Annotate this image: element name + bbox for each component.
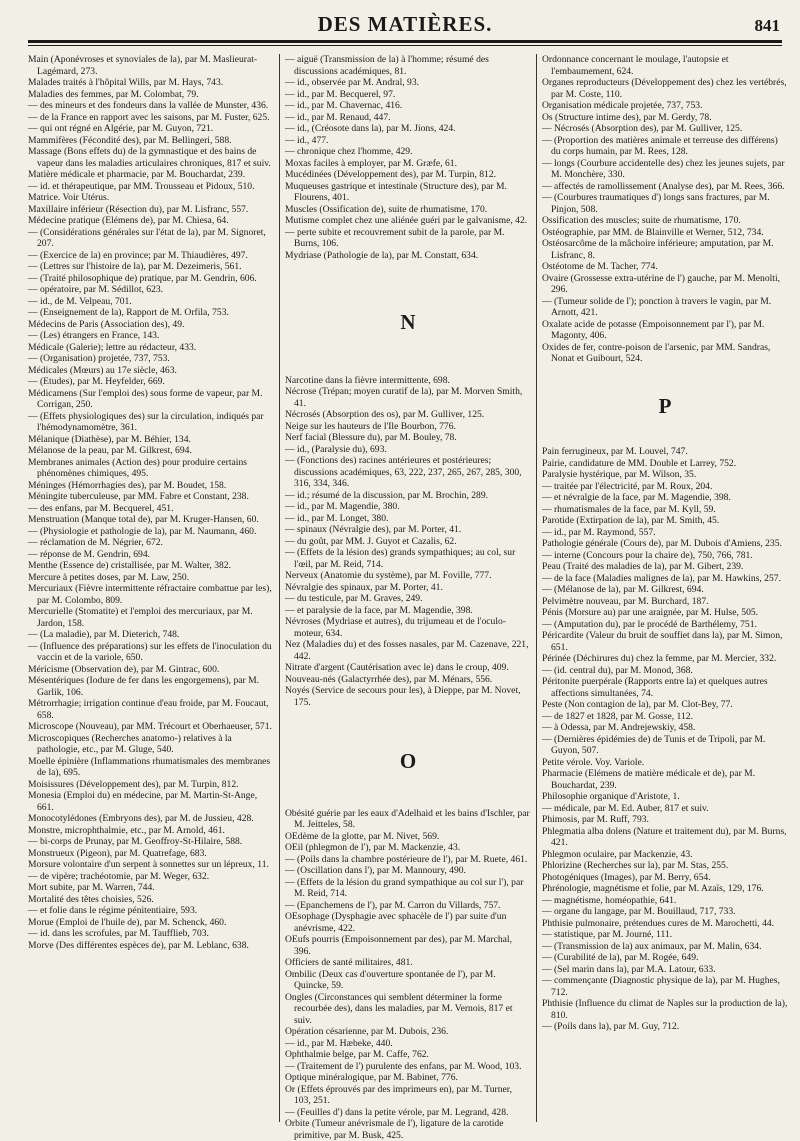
index-entry: — affectés de ramollissement (Analyse des), par M. Rees, 366.: [542, 181, 788, 193]
index-entry: — (Effets de la lésion du grand sympathique au col sur l'), par M. Reid, 714.: [285, 877, 531, 900]
index-entry: Organisation médicale projetée, 737, 753.: [542, 100, 788, 112]
index-entry: — du goût, par MM. J. Guyot et Cazalis, 62.: [285, 536, 531, 548]
column-separator: [536, 54, 537, 1122]
index-entry: Ostéographie, par MM. de Blainville et Werner, 512, 734.: [542, 227, 788, 239]
index-entry: Photogéniques (Images), par M. Berry, 654.: [542, 872, 788, 884]
index-entry: — magnétisme, homéopathie, 641.: [542, 895, 788, 907]
index-entry: Névralgie des spinaux, par M. Porter, 41.: [285, 582, 531, 594]
index-entry: — id., par M. Hæbeke, 440.: [285, 1038, 531, 1050]
index-entry: Massage (Bons effets du) de la gymnastique et des bains de vapeur dans les maladies articulaires chroniques, 817 et suiv.: [28, 146, 274, 169]
index-entry: Opération césarienne, par M. Dubois, 236.: [285, 1026, 531, 1038]
page-title: DES MATIÈRES.: [28, 12, 782, 37]
index-entry: Mucédinées (Développement des), par M. Turpin, 812.: [285, 169, 531, 181]
index-entry: — (La maladie), par M. Dieterich, 748.: [28, 629, 274, 641]
index-entry: Morve (Des différentes espèces de), par M. Leblanc, 638.: [28, 940, 274, 952]
index-entry: Mélanose de la peau, par M. Gilkrest, 694.: [28, 445, 274, 457]
index-entry: Monstrueux (Pigeon), par M. Quatrefage, 683.: [28, 848, 274, 860]
index-entry: Phlegmon oculaire, par Mackenzie, 43.: [542, 849, 788, 861]
index-entry: — et névralgie de la face, par M. Magendie, 398.: [542, 492, 788, 504]
index-entry: Microscopiques (Recherches anatomo-) relatives à la pathologie, etc., par M. Gluge, 540.: [28, 733, 274, 756]
index-entry: Moelle épinière (Inflammations rhumatismales des membranes de la), 695.: [28, 756, 274, 779]
index-entry: — rhumatismales de la face, par M. Kyll, 59.: [542, 504, 788, 516]
index-entry: Phthisie pulmonaire, prétendues cures de M. Marochetti, 44.: [542, 918, 788, 930]
index-entry: Péricardite (Valeur du bruit de souffiet dans la), par M. Simon, 651.: [542, 630, 788, 653]
index-entry: Ostéosarcôme de la mâchoire inférieure; amputation, par M. Lisfranc, 8.: [542, 238, 788, 261]
index-entry: — (Etudes), par M. Heyfelder, 669.: [28, 376, 274, 388]
index-entry: Métrorrhagie; irrigation continue d'eau froide, par M. Foucaut, 658.: [28, 698, 274, 721]
index-entry: — qui ont régné en Algérie, par M. Guyon, 721.: [28, 123, 274, 135]
index-entry: — (Proportion des matières animale et terreuse des différens) du corps humain, par M. Rees, 128.: [542, 135, 788, 158]
index-entry: Mort subite, par M. Warren, 744.: [28, 882, 274, 894]
index-entry: Peau (Traité des maladies de la), par M. Gibert, 239.: [542, 561, 788, 573]
index-entry: — (Effets physiologiques des) sur la circulation, indiqués par l'hémodynamomètre, 361.: [28, 411, 274, 434]
index-entry: — (Exercice de la) en province; par M. Thiaudières, 497.: [28, 250, 274, 262]
index-entry: OEdème de la glotte, par M. Nivet, 569.: [285, 831, 531, 843]
index-entry: Moxas faciles à employer, par M. Græfe, 61.: [285, 158, 531, 170]
index-entry: Membranes animales (Action des) pour produire certains phénomènes chimiques, 495.: [28, 457, 274, 480]
index-entry: Méricisme (Observation de), par M. Gintrac, 600.: [28, 664, 274, 676]
index-entry: — du testicule, par M. Graves, 249.: [285, 593, 531, 605]
index-entry: Mélanique (Diathèse), par M. Béhier, 134.: [28, 434, 274, 446]
index-entry: — id. et thérapeutique, par MM. Trousseau et Pidoux, 510.: [28, 181, 274, 193]
index-entry: — bi-corps de Prunay, par M. Geoffroy-St-Hilaire, 588.: [28, 836, 274, 848]
index-entry: — chronique chez l'homme, 429.: [285, 146, 531, 158]
index-entry: OEil (phlegmon de l'), par M. Mackenzie, 43.: [285, 842, 531, 854]
index-entry: — traitée par l'électricité, par M. Roux, 204.: [542, 481, 788, 493]
index-entry: Mercurielle (Stomatite) et l'emploi des mercuriaux, par M. Jardon, 158.: [28, 606, 274, 629]
index-entry: Officiers de santé militaires, 481.: [285, 957, 531, 969]
index-entry: Mutisme complet chez une aliénée guéri par le galvanisme, 42.: [285, 215, 531, 227]
index-entry: Mammifères (Fécondité des), par M. Bellingeri, 588.: [28, 135, 274, 147]
index-entry: Phlegmatia alba dolens (Nature et traitement du), par M. Burns, 421.: [542, 826, 788, 849]
index-entry: — (Dernières épidémies de) de Tunis et de Tripoli, par M. Guyon, 507.: [542, 734, 788, 757]
index-entry: Os (Structure intime des), par M. Gerdy, 78.: [542, 112, 788, 124]
entries-p: [542, 446, 788, 1033]
entries-o-part1: [285, 808, 531, 1141]
index-entry: Méninges (Hémorrhagies des), par M. Boudet, 158.: [28, 480, 274, 492]
index-entry: Névroses (Mydriase et autres), du trijumeau et de l'oculo-moteur, 634.: [285, 616, 531, 639]
index-entry: — (Physiologie et pathologie de la), par M. Naumann, 460.: [28, 526, 274, 538]
index-entry: Monstre, microphthalmie, etc., par M. Arnold, 461.: [28, 825, 274, 837]
index-entry: — réclamation de M. Négrier, 672.: [28, 537, 274, 549]
index-entry: — de vipère; trachéotomie, par M. Weger, 632.: [28, 871, 274, 883]
index-entry: Microscope (Nouveau), par MM. Trécourt et Oberhaeuser, 571.: [28, 721, 274, 733]
index-entry: Ophthalmie belge, par M. Caffe, 762.: [285, 1049, 531, 1061]
index-entry: — id., par M. Raymond, 557.: [542, 527, 788, 539]
index-entry: Péritonite puerpérale (Rapports entre la) et quelques autres affections simultanées, 74.: [542, 676, 788, 699]
index-entry: — id., par M. Longet, 380.: [285, 513, 531, 525]
entries-o-part2: [542, 54, 788, 365]
index-entry: — (Sel marin dans la), par M.A. Latour, 633.: [542, 964, 788, 976]
index-entry: Morue (Emploi de l'huile de), par M. Schenck, 460.: [28, 917, 274, 929]
page-number: 841: [755, 16, 781, 36]
index-entry: — (id. central du), par M. Monod, 368.: [542, 665, 788, 677]
index-entry: — commençante (Diagnostic physique de la), par M. Hughes, 712.: [542, 975, 788, 998]
index-entry: Matière médicale et pharmacie, par M. Bouchardat, 239.: [28, 169, 274, 181]
index-entry: Nouveau-nés (Galactyrrhée des), par M. Ménars, 556.: [285, 674, 531, 686]
index-entry: — (Epanchemens de l'), par M. Carron du Villards, 757.: [285, 900, 531, 912]
index-entry: — (Lettres sur l'histoire de la), par M. Dezeimeris, 561.: [28, 261, 274, 273]
column-1: [28, 54, 274, 1124]
index-entry: Pénis (Morsure au) par une araignée, par M. Hulse, 505.: [542, 607, 788, 619]
index-entry: — interne (Concours pour la chaire de), 750, 766, 781.: [542, 550, 788, 562]
index-entry: OEufs pourris (Empoisonnement par des), par M. Marchal, 396.: [285, 934, 531, 957]
index-entry: Menthe (Essence de) cristallisée, par M. Walter, 382.: [28, 560, 274, 572]
index-entry: Philosophie organique d'Aristote, 1.: [542, 791, 788, 803]
index-entry: — réponse de M. Gendrin, 694.: [28, 549, 274, 561]
index-entry: — id., par M. Chavernac, 416.: [285, 100, 531, 112]
index-entry: — (Traitement de l') purulente des enfans, par M. Wood, 103.: [285, 1061, 531, 1073]
index-entry: Pain ferrugineux, par M. Louvel, 747.: [542, 446, 788, 458]
section-letter-n: N: [285, 317, 531, 329]
index-entry: Ombilic (Deux cas d'ouverture spontanée de l'), par M. Quincke, 59.: [285, 969, 531, 992]
index-entry: — id., (Créosote dans la), par M. Jions, 424.: [285, 123, 531, 135]
index-entry: Nécrose (Trépan; moyen curatif de la), par M. Morven Smith, 41.: [285, 386, 531, 409]
index-entry: Phimosis, par M. Ruff, 793.: [542, 814, 788, 826]
index-entry: Médecine pratique (Elémens de), par M. Chiesa, 64.: [28, 215, 274, 227]
index-entry: Optique minéralogique, par M. Babinet, 776.: [285, 1072, 531, 1084]
index-entry: — perte subite et recouvrement subit de la parole, par M. Burns, 106.: [285, 227, 531, 250]
index-entry: — (Transmission de la) aux animaux, par M. Malin, 634.: [542, 941, 788, 953]
index-entry: — et paralysie de la face, par M. Magendie, 398.: [285, 605, 531, 617]
index-entry: Ovaire (Grossesse extra-utérine de l') gauche, par M. Menolti, 296.: [542, 273, 788, 296]
index-entry: — longs (Courbure accidentelle des) chez les jeunes sujets, par M. Monchère, 330.: [542, 158, 788, 181]
index-entry: — id., par M. Becquerel, 97.: [285, 89, 531, 101]
index-entry: Monocotylédones (Embryons des), par M. de Jussieu, 428.: [28, 813, 274, 825]
index-entry: — à Odessa, par M. Andrejewskiy, 458.: [542, 722, 788, 734]
index-entry: Nitrate d'argent (Cautérisation avec le) dans le croup, 409.: [285, 662, 531, 674]
index-entry: — id. dans les scrofules, par M. Taufflieb, 703.: [28, 928, 274, 940]
index-entry: — (Les) étrangers en France, 143.: [28, 330, 274, 342]
index-entry: Périnée (Déchirures du) chez la femme, par M. Mercier, 332.: [542, 653, 788, 665]
index-entry: — (Mélanose de la), par M. Gilkrest, 694.: [542, 584, 788, 596]
entries-m-part2: [285, 54, 531, 261]
index-entry: — de la face (Maladies malignes de la), par M. Hawkins, 257.: [542, 573, 788, 585]
index-entry: — (Effets de la lésion des) grands sympathiques; au col, sur l'œil, par M. Reid, 714.: [285, 547, 531, 570]
index-entry: Narcotine dans la fièvre intermittente, 698.: [285, 375, 531, 387]
index-entry: — (Tumeur solide de l'); ponction à travers le vagin, par M. Arnott, 421.: [542, 296, 788, 319]
index-entry: Moisissures (Développement des), par M. Turpin, 812.: [28, 779, 274, 791]
index-entry: Maxillaire inférieur (Résection du), par M. Lisfranc, 557.: [28, 204, 274, 216]
index-entry: Ossification des muscles; suite de rhumatisme, 170.: [542, 215, 788, 227]
index-entry: Oxalate acide de potasse (Empoisonnement par l'), par M. Magonty, 406.: [542, 319, 788, 342]
index-entry: Pelvimètre nouveau, par M. Burchard, 187.: [542, 596, 788, 608]
index-entry: — (Influence des préparations) sur les effets de l'inoculation du vaccin et de la variole, 650.: [28, 641, 274, 664]
index-entry: — (Feuilles d') dans la petite vérole, par M. Legrand, 428.: [285, 1107, 531, 1119]
index-entry: — spinaux (Névralgie des), par M. Porter, 41.: [285, 524, 531, 536]
index-entry: — id.; résumé de la discussion, par M. Brochin, 289.: [285, 490, 531, 502]
index-entry: — de la France en rapport avec les saisons, par M. Fuster, 625.: [28, 112, 274, 124]
index-entry: — (Considérations générales sur l'état de la), par M. Signoret, 207.: [28, 227, 274, 250]
index-entry: — statistique, par M. Journé, 111.: [542, 929, 788, 941]
index-entry: Obésité guérie par les eaux d'Adelhaid et les bains d'Ischler, par M. Jeitteles, 58.: [285, 808, 531, 831]
section-letter-p: P: [542, 401, 788, 413]
index-entry: — (Fonctions des) racines antérieures et postérieures; discussions académiques, 63, 222, 237, 265, 267, 285, 300, 316, 334, 346.: [285, 455, 531, 490]
index-entry: Matrice. Voir Utérus.: [28, 192, 274, 204]
index-entry: — id., observée par M. Andral, 93.: [285, 77, 531, 89]
index-entry: Monesia (Emploi du) en médecine, par M. Martin-St-Ange, 661.: [28, 790, 274, 813]
index-entry: — id., de M. Velpeau, 701.: [28, 296, 274, 308]
index-entry: — (Poils dans la chambre postérieure de l'), par M. Ruete, 461.: [285, 854, 531, 866]
index-entry: — (Courbures traumatiques d') longs sans fractures, par M. Pinjon, 508.: [542, 192, 788, 215]
index-entry: Parotide (Extirpation de la), par M. Smith, 45.: [542, 515, 788, 527]
index-entry: Or (Effets éprouvés par des imprimeurs en), par M. Turner, 103, 251.: [285, 1084, 531, 1107]
index-entry: — Nécrosés (Absorption des), par M. Gulliver, 125.: [542, 123, 788, 135]
index-entry: Médicale (Galerie); lettre au rédacteur, 433.: [28, 342, 274, 354]
index-entry: Noyés (Service de secours pour les), à Dieppe, par M. Novet, 175.: [285, 685, 531, 708]
index-entry: — id., (Paralysie du), 693.: [285, 444, 531, 456]
index-entry: Nez (Maladies du) et des fosses nasales, par M. Cazenave, 221, 442.: [285, 639, 531, 662]
index-entry: — (Oscillation dans l'), par M. Mannoury, 490.: [285, 865, 531, 877]
index-entry: Phrénologie, magnétisme et folie, par M. Azaïs, 129, 176.: [542, 883, 788, 895]
index-entry: Neige sur les hauteurs de l'Ile Bourbon, 776.: [285, 421, 531, 433]
index-entry: — id., 477.: [285, 135, 531, 147]
index-entry: OEsophage (Dysphagie avec sphacèle de l') par suite d'un anévrisme, 422.: [285, 911, 531, 934]
index-entry: — opératoire, par M. Sédillot, 623.: [28, 284, 274, 296]
index-entry: — id., par M. Renaud, 447.: [285, 112, 531, 124]
index-entry: — de 1827 et 1828, par M. Gosse, 112.: [542, 711, 788, 723]
index-entry: Paralysie hystérique, par M. Wilson, 35.: [542, 469, 788, 481]
index-entry: Muqueuses gastrique et intestinale (Structure des), par M. Flourens, 401.: [285, 181, 531, 204]
header-rule-thin: [28, 45, 782, 46]
column-2: [285, 54, 531, 1124]
index-entry: Oxides de fer, contre-poison de l'arsenic, par MM. Sandras, Nonat et Guibourt, 524.: [542, 342, 788, 365]
index-entry: Peste (Non contagion de la), par M. Clot-Bey, 77.: [542, 699, 788, 711]
index-entry: Nécrosés (Absorption des os), par M. Gulliver, 125.: [285, 409, 531, 421]
index-entry: — (Organisation) projetée, 737, 753.: [28, 353, 274, 365]
index-entry: Pathologie générale (Cours de), par M. Dubois d'Amiens, 235.: [542, 538, 788, 550]
index-entry: Nerveux (Anatomie du système), par M. Foville, 777.: [285, 570, 531, 582]
index-entry: — (Amputation du), par le procédé de Barthélemy, 751.: [542, 619, 788, 631]
index-entry: — organe du langage, par M. Bouillaud, 717, 733.: [542, 906, 788, 918]
index-entry: — médicale, par M. Ed. Auber, 817 et suiv.: [542, 803, 788, 815]
index-entry: Maladies des femmes, par M. Colombat, 79.: [28, 89, 274, 101]
index-entry: Mercure à petites doses, par M. Law, 250.: [28, 572, 274, 584]
index-entry: Ostéotome de M. Tacher, 774.: [542, 261, 788, 273]
column-3: [542, 54, 788, 1124]
index-entry: Main (Aponévroses et synoviales de la), par M. Maslieurat-Lagémard, 273.: [28, 54, 274, 77]
index-entry: Médecins de Paris (Association des), 49.: [28, 319, 274, 331]
index-entry: — des mineurs et des fondeurs dans la vallée de Munster, 436.: [28, 100, 274, 112]
entries-m-part1: [28, 54, 274, 951]
index-entry: Médicales (Mœurs) au 17e siècle, 463.: [28, 365, 274, 377]
index-entry: Mésentériques (Iodure de fer dans les engorgemens), par M. Garlik, 106.: [28, 675, 274, 698]
index-entry: — (Enseignement de la), Rapport de M. Orfila, 753.: [28, 307, 274, 319]
index-entry: Menstruation (Manque total de), par M. Kruger-Hansen, 60.: [28, 514, 274, 526]
index-entry: — et folie dans le régime pénitentiaire, 593.: [28, 905, 274, 917]
index-entry: Pairie, candidature de MM. Double et Larrey, 752.: [542, 458, 788, 470]
section-letter-o: O: [285, 756, 531, 768]
index-entry: — id., par M. Magendie, 380.: [285, 501, 531, 513]
index-entry: — (Traité philosophique de) pratique, par M. Gendrin, 606.: [28, 273, 274, 285]
index-entry: Malades traités à l'hôpital Wills, par M. Hays, 743.: [28, 77, 274, 89]
page-header: [28, 10, 782, 44]
index-entry: — aiguë (Transmission de la) à l'homme; résumé des discussions académiques, 81.: [285, 54, 531, 77]
index-entry: Nerf facial (Blessure du), par M. Bouley, 78.: [285, 432, 531, 444]
index-entry: Ordonnance concernant le moulage, l'autopsie et l'embaumement, 624.: [542, 54, 788, 77]
index-entry: Médicamens (Sur l'emploi des) sous forme de vapeur, par M. Corrigan, 250.: [28, 388, 274, 411]
index-entry: Morsure volontaire d'un serpent à sonnettes sur un lépreux, 11.: [28, 859, 274, 871]
index-entry: Orbite (Tumeur anévrismale de l'), ligature de la carotide primitive, par M. Busk, 425.: [285, 1118, 531, 1141]
index-entry: Méningite tuberculeuse, par MM. Fabre et Constant, 238.: [28, 491, 274, 503]
index-entry: — (Curabilité de la), par M. Rogée, 649.: [542, 952, 788, 964]
index-entry: Muscles (Ossification de), suite de rhumatisme, 170.: [285, 204, 531, 216]
index-entry: Mortalité des têtes choisies, 526.: [28, 894, 274, 906]
index-entry: Phthisie (Influence du climat de Naples sur la production de la), 810.: [542, 998, 788, 1021]
index-entry: Organes reproducteurs (Développement des) chez les vertébrés, par M. Coste, 110.: [542, 77, 788, 100]
index-entry: Ongles (Circonstances qui semblent déterminer la forme recourbée des), dans les maladies, par M. Vernois, 817 et suiv.: [285, 992, 531, 1027]
entries-n: [285, 375, 531, 709]
index-columns: [28, 54, 788, 1124]
index-entry: Mercuriaux (Fièvre intermittente réfractaire combattue par les), par M. Colombo, 809.: [28, 583, 274, 606]
index-entry: Pharmacie (Elémens de matière médicale et de), par M. Bouchardat, 239.: [542, 768, 788, 791]
index-entry: — (Poils dans la), par M. Guy, 712.: [542, 1021, 788, 1033]
index-entry: Phlorizine (Recherches sur la), par M. Stas, 255.: [542, 860, 788, 872]
header-rule: [28, 40, 782, 43]
index-entry: Petite vérole. Voy. Variole.: [542, 757, 788, 769]
index-entry: — des enfans, par M. Becquerel, 451.: [28, 503, 274, 515]
column-separator: [279, 54, 280, 1122]
index-entry: Mydriase (Pathologie de la), par M. Constatt, 634.: [285, 250, 531, 262]
